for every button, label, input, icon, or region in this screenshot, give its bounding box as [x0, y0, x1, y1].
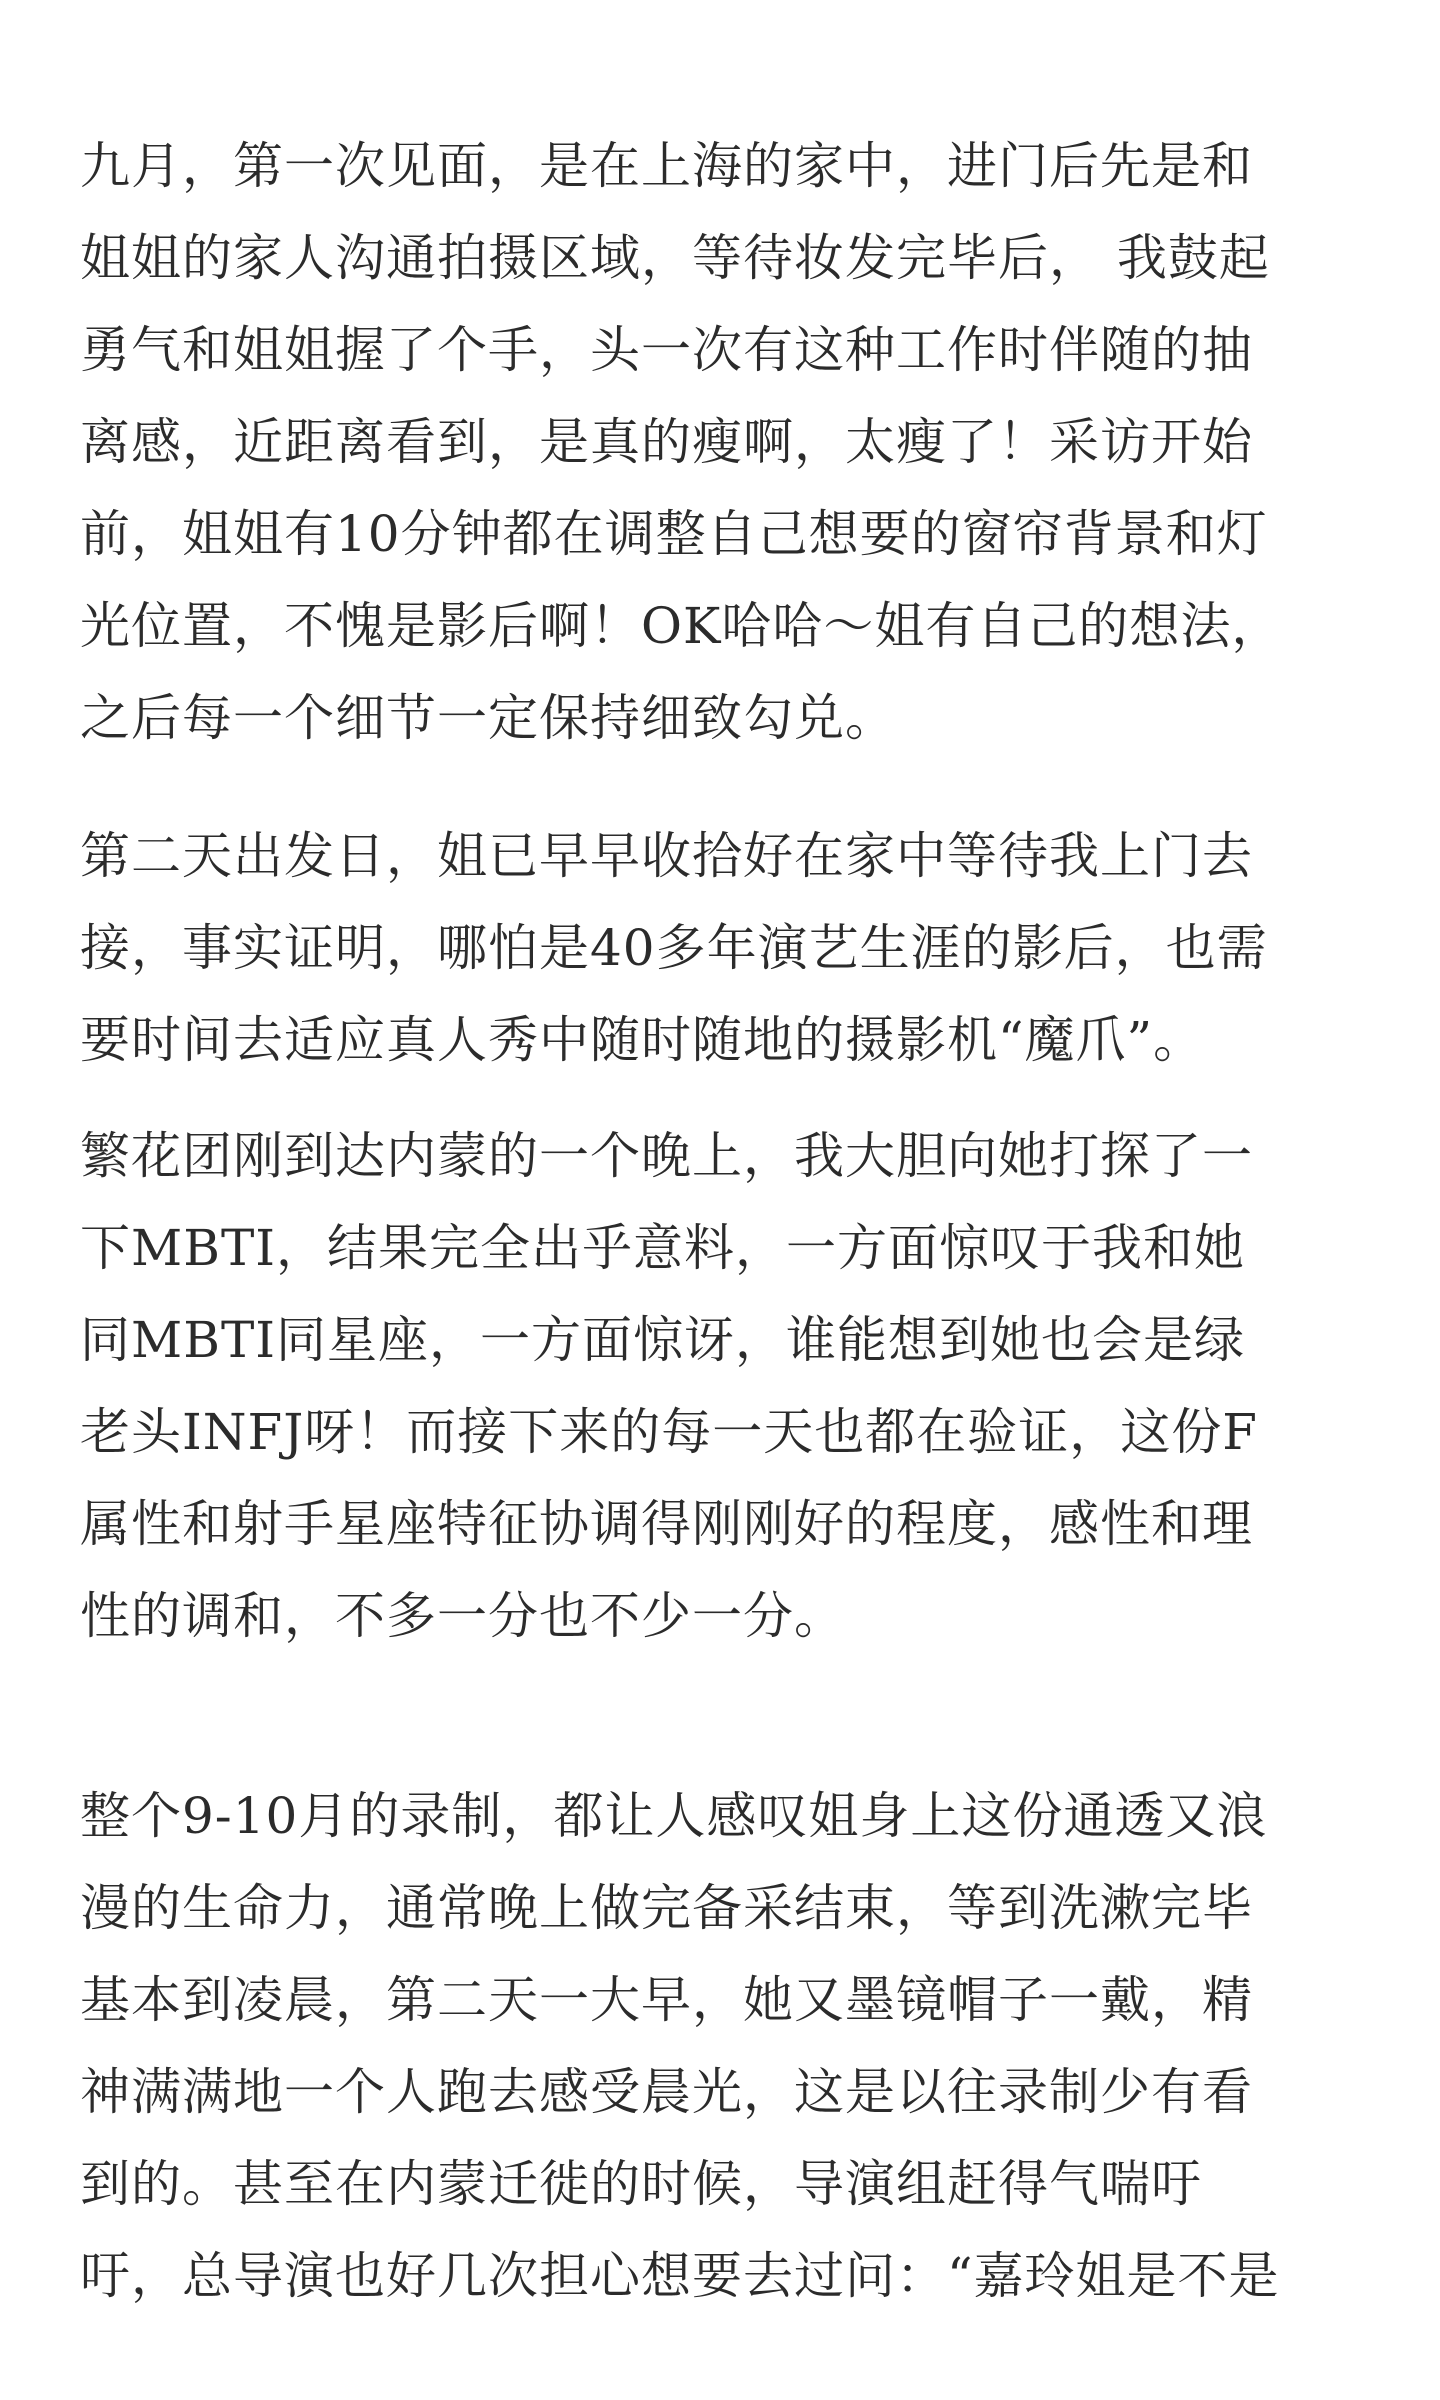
text-line: 性的调和，不多一分也不少一分。	[80, 1587, 845, 1645]
paragraph-recording	[80, 1770, 1370, 2322]
text-line: 接，事实证明，哪怕是40多年演艺生涯的影后，也需	[80, 919, 1268, 977]
text-line: 老头INFJ呀！而接下来的每一天也都在验证，这份F	[80, 1403, 1258, 1461]
text-line: 繁花团刚到达内蒙的一个晚上，我大胆向她打探了一	[80, 1127, 1253, 1185]
text-line: 光位置，不愧是影后啊！OK哈哈～姐有自己的想法，	[80, 597, 1283, 655]
text-line: 姐姐的家人沟通拍摄区域，等待妆发完毕后， 我鼓起	[80, 229, 1270, 287]
text-line: 漫的生命力，通常晚上做完备采结束，等到洗漱完毕	[80, 1879, 1253, 1937]
text-line: 属性和射手星座特征协调得刚刚好的程度，感性和理	[80, 1495, 1253, 1553]
text-line: 九月，第一次见面，是在上海的家中，进门后先是和	[80, 137, 1253, 195]
text-line: 到的。甚至在内蒙迁徙的时候，导演组赶得气喘吁	[80, 2155, 1202, 2213]
text-line: 离感，近距离看到，是真的瘦啊，太瘦了！采访开始	[80, 413, 1253, 471]
text-line: 之后每一个细节一定保持细致勾兑。	[80, 689, 896, 747]
paragraph-mbti	[80, 1110, 1370, 1662]
text-line: 勇气和姐姐握了个手，头一次有这种工作时伴随的抽	[80, 321, 1253, 379]
text-line: 吁，总导演也好几次担心想要去过问：“嘉玲姐是不是	[80, 2247, 1280, 2305]
text-line: 第二天出发日，姐已早早收拾好在家中等待我上门去	[80, 827, 1253, 885]
text-line: 基本到凌晨，第二天一大早，她又墨镜帽子一戴，精	[80, 1971, 1253, 2029]
paragraph-departure-day	[80, 810, 1370, 1086]
text-line: 整个9-10月的录制，都让人感叹姐身上这份通透又浪	[80, 1787, 1268, 1845]
text-line: 要时间去适应真人秀中随时随地的摄影机“魔爪”。	[80, 1011, 1205, 1069]
text-line: 同MBTI同星座，一方面惊讶，谁能想到她也会是绿	[80, 1311, 1246, 1369]
text-line: 神满满地一个人跑去感受晨光，这是以往录制少有看	[80, 2063, 1253, 2121]
paragraph-first-meeting	[80, 120, 1370, 764]
text-line: 前，姐姐有10分钟都在调整自己想要的窗帘背景和灯	[80, 505, 1268, 563]
text-line: 下MBTI，结果完全出乎意料，一方面惊叹于我和她	[80, 1219, 1246, 1277]
